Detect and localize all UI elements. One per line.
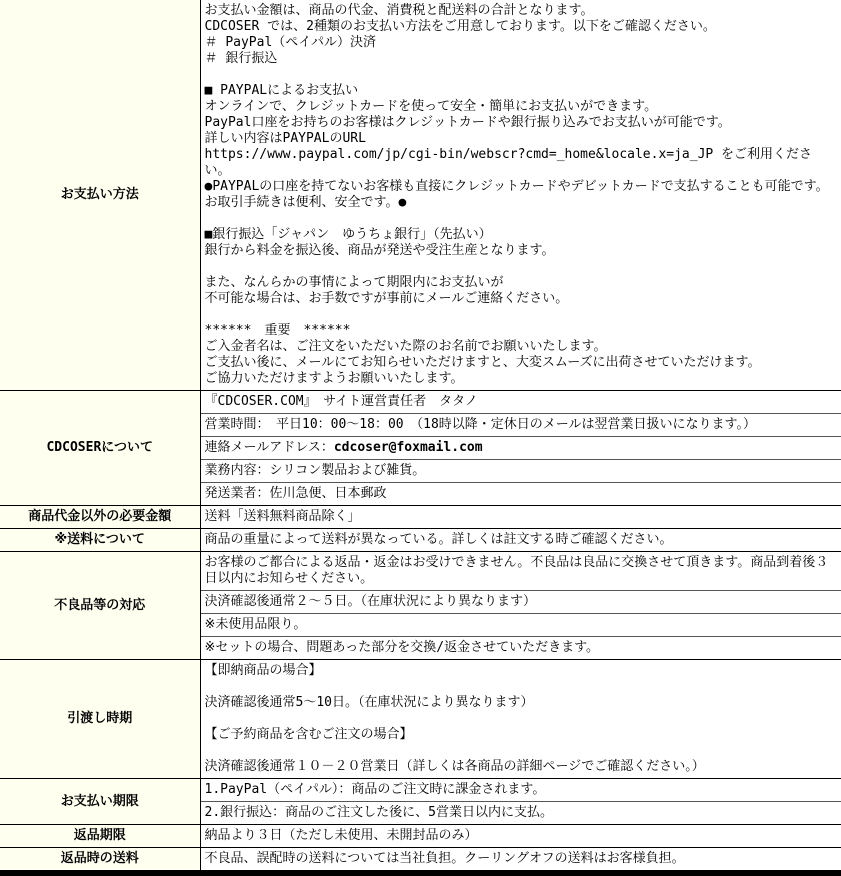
email-text: cdcoser@foxmail.com [334, 440, 483, 455]
text-segment: ●PAYPALの口座を持てないお客様も直接にクレジットカードやデビットカードで支払することも可能です。 [205, 179, 829, 194]
text-line [205, 323, 839, 339]
text-line [205, 355, 839, 371]
row-content [200, 552, 841, 660]
text-segment: 銀行から料金を振込後、商品が発送や受注生産となります。 [205, 243, 555, 258]
text-segment: お取引手続きは便利、安全です。● [205, 195, 407, 210]
paypal-url-text [205, 147, 839, 179]
text-line [205, 417, 839, 433]
text-segment: 『CDCOSER.COM』 サイト運営責任者 タタノ [205, 394, 478, 409]
row-content [200, 529, 841, 552]
text-line [205, 3, 839, 19]
text-line [205, 131, 839, 147]
text-line [205, 51, 839, 67]
text-segment: 営業時間： 平日10：00〜18：00 （18時以降・定休日のメールは翌営業日扱いになります。） [205, 417, 756, 432]
text-segment: ご支払い後に、メールにてお知らせいただけますと、大変スムーズに出荷させていただけます。 [205, 355, 761, 370]
text-line [205, 195, 839, 211]
text-line [205, 486, 839, 502]
text-line [205, 759, 839, 775]
content-sub-row [201, 848, 841, 870]
row-label: 引渡し時期 [0, 660, 200, 779]
text-line [205, 115, 839, 131]
text-line [205, 617, 839, 633]
text-segment: ■銀行振込「ジャパン ゆうちょ銀行」（先払い） [205, 227, 492, 242]
row-label: お支払い期限 [0, 779, 200, 825]
text-line [205, 851, 839, 867]
content-sub-row [201, 636, 841, 659]
text-segment: ご入金者名は、ご注文をいただいた際のお名前でお願いいたします。 [205, 339, 607, 354]
text-segment: 決済確認後通常２〜５日。（在庫状況により異なります） [205, 594, 537, 609]
text-segment: 納品より３日（ただし未使用、未開封品のみ） [205, 828, 478, 843]
table-row [0, 552, 841, 660]
text-segment: 2.銀行振込：商品のご注文した後に、5営業日以内に支払。 [205, 805, 553, 820]
text-line [205, 640, 839, 656]
text-segment: 連絡メールアドレス： [205, 440, 334, 455]
text-line [205, 440, 839, 456]
row-label: ※送料について [0, 529, 200, 552]
row-label: 不良品等の対応 [0, 552, 200, 660]
row-label: 商品代金以外の必要金額 [0, 506, 200, 529]
row-label: お支払い方法 [0, 0, 200, 391]
text-line [205, 19, 839, 35]
text-line [205, 67, 839, 83]
row-content [200, 825, 841, 848]
text-segment: 決済確認後通常5〜10日。（在庫状況により異なります） [205, 695, 534, 710]
content-sub-row [201, 506, 841, 528]
text-segment: 詳しい内容はPAYPALのURL [205, 131, 366, 146]
row-label: CDCOSERについて [0, 391, 200, 506]
text-line [205, 307, 839, 323]
text-segment: ＃ 銀行振込 [205, 51, 278, 66]
row-label: 返品時の送料 [0, 848, 200, 874]
row-content [200, 0, 841, 391]
text-segment: お客様のご都合による返品・返金はお受けできません。不良品は良品に交換させて頂きます。商品到着後３日以内にお知らせください。 [205, 555, 829, 586]
content-sub-row [201, 613, 841, 636]
text-line [205, 291, 839, 307]
content-sub-row [201, 459, 841, 482]
row-label: 返品期限 [0, 825, 200, 848]
text-line [205, 211, 839, 227]
row-content [200, 848, 841, 874]
text-line [205, 339, 839, 355]
text-line [205, 711, 839, 727]
text-segment: 不良品、誤配時の送料については当社負担。クーリングオフの送料はお客様負担。 [205, 851, 685, 866]
text-segment: 送料「送料無料商品除く」 [205, 509, 361, 524]
row-content [200, 506, 841, 529]
text-segment: 【即納商品の場合】 [205, 663, 322, 678]
content-sub-row [201, 482, 841, 505]
text-line [205, 179, 839, 195]
content-sub-row [201, 413, 841, 436]
text-line [205, 99, 839, 115]
text-line [205, 782, 839, 798]
text-segment: ※未使用品限り。 [205, 617, 307, 632]
text-line [205, 83, 839, 99]
table-row [0, 391, 841, 506]
table-row [0, 0, 841, 391]
text-line [205, 227, 839, 243]
text-segment: ご協力いただけますようお願いいたします。 [205, 371, 464, 386]
text-line [205, 828, 839, 844]
text-segment: CDCOSER では、2種類のお支払い方法をご用意しております。以下をご確認ください。 [205, 19, 716, 34]
table-row [0, 529, 841, 552]
row-content [200, 779, 841, 825]
content-sub-row [201, 779, 841, 801]
text-line [205, 594, 839, 610]
text-line [205, 243, 839, 259]
text-line [205, 727, 839, 743]
table-row [0, 825, 841, 848]
text-segment: ※セットの場合、問題あった部分を交換/返金させていただきます。 [205, 640, 600, 655]
text-segment: https://www.paypal.com/jp/cgi-bin/webscr?cmd=_home&locale.x=ja_JP をご利用ください。 [205, 147, 813, 178]
text-segment: 発送業者：佐川急便、日本郵政 [205, 486, 387, 501]
content-sub-row [201, 436, 841, 459]
text-segment: PayPal口座をお持ちのお客様はクレジットカードや銀行振り込みでお支払いが可能です。 [205, 115, 731, 130]
content-sub-row [201, 660, 841, 778]
table-row [0, 779, 841, 825]
text-segment: 【ご予約商品を含むご注文の場合】 [205, 727, 413, 742]
content-sub-row [201, 0, 841, 390]
text-segment: 1.PayPal（ペイパル）：商品のご注文時に課金されます。 [205, 782, 546, 797]
text-line [205, 35, 839, 51]
table-row [0, 506, 841, 529]
row-content [200, 391, 841, 506]
text-line [205, 663, 839, 679]
text-segment: お支払い金額は、商品の代金、消費税と配送料の合計となります。 [205, 3, 594, 18]
content-sub-row [201, 529, 841, 551]
text-segment: ＃ PayPal（ペイパル）決済 [205, 35, 377, 50]
text-segment: 決済確認後通常１０－２０営業日（詳しくは各商品の詳細ページでご確認ください。） [205, 759, 705, 774]
content-sub-row [201, 590, 841, 613]
text-line [205, 743, 839, 759]
text-segment: 商品の重量によって送料が異なっている。詳しくは註文する時ご確認ください。 [205, 532, 673, 547]
text-line [205, 259, 839, 275]
table-row [0, 660, 841, 779]
text-segment: また、なんらかの事情によって期限内にお支払いが [205, 275, 504, 290]
content-sub-row [201, 552, 841, 590]
text-segment: 不可能な場合は、お手数ですが事前にメールご連絡ください。 [205, 291, 569, 306]
text-line [205, 805, 839, 821]
table-row [0, 848, 841, 874]
text-segment: ****** 重要 ****** [205, 323, 351, 338]
content-sub-row [201, 801, 841, 824]
text-line [205, 509, 839, 525]
text-line [205, 679, 839, 695]
text-segment: ■ PAYPALによるお支払い [205, 83, 359, 98]
text-line [205, 394, 839, 410]
text-segment: 業務内容：シリコン製品および雑貨。 [205, 463, 426, 478]
content-sub-row [201, 391, 841, 413]
row-content [200, 660, 841, 779]
text-line [205, 371, 839, 387]
text-line [205, 463, 839, 479]
text-line [205, 532, 839, 548]
text-segment: オンラインで、クレジットカードを使って安全・簡単にお支払いができます。 [205, 99, 658, 114]
text-line [205, 275, 839, 291]
content-sub-row [201, 825, 841, 847]
text-line [205, 695, 839, 711]
text-line [205, 555, 839, 587]
